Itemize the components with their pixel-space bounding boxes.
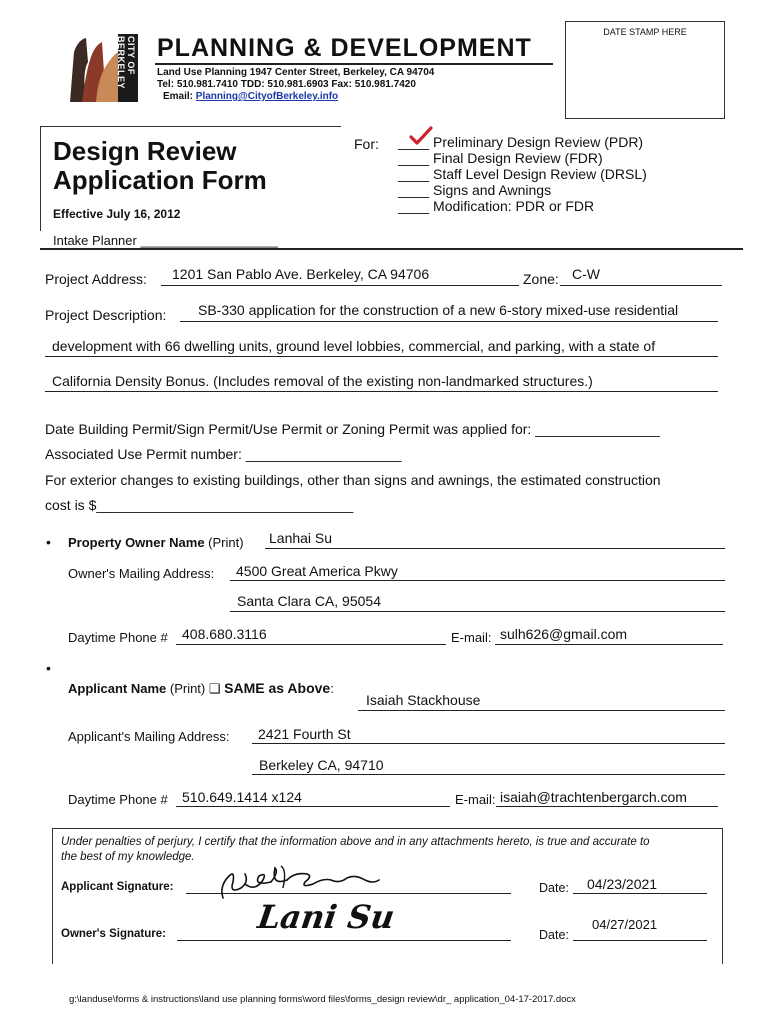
owner-phone-value[interactable]: 408.680.3116: [182, 626, 267, 642]
applicant-mailing-value-1[interactable]: 2421 Fourth St: [258, 726, 351, 742]
owner-bullet: •: [46, 534, 51, 550]
date-stamp-label: DATE STAMP HERE: [603, 27, 687, 37]
project-description-value-2[interactable]: development with 66 dwelling units, ground level lobbies, commercial, and parking, with a state of: [52, 338, 656, 354]
applicant-phone-label: Daytime Phone #: [68, 792, 168, 807]
owner-date-label: Date:: [539, 928, 569, 942]
owner-date-line: [573, 940, 707, 941]
applicant-mailing-line-1: [252, 743, 725, 744]
owner-email-value[interactable]: sulh626@gmail.com: [500, 626, 628, 642]
logo-text: CITY OF BERKELEY: [116, 36, 136, 90]
construction-cost-field[interactable]: cost is $_________________________________: [45, 497, 354, 513]
form-title-line1: Design Review: [53, 136, 237, 166]
project-description-label: Project Description:: [45, 307, 167, 323]
permit-date-field[interactable]: Date Building Permit/Sign Permit/Use Permit or Zoning Permit was applied for: ________________: [45, 421, 660, 437]
same-as-above-label: SAME as Above: [224, 680, 331, 696]
review-blank: ____: [398, 198, 430, 214]
review-type-signs[interactable]: [398, 182, 647, 198]
section-divider: [40, 248, 743, 250]
applicant-name-label-rest: (Print): [166, 681, 206, 696]
use-permit-field[interactable]: Associated Use Permit number: ____________________: [45, 446, 402, 462]
zone-value[interactable]: C-W: [572, 266, 600, 282]
owner-email-label: E-mail:: [451, 630, 492, 645]
applicant-bullet: •: [46, 660, 51, 676]
owner-signature-line: [177, 940, 511, 941]
owner-phone-label: Daytime Phone #: [68, 630, 168, 645]
review-type-fdr[interactable]: [398, 150, 647, 166]
same-as-above-checkbox[interactable]: ❑: [208, 681, 221, 696]
review-label: Signs and Awnings: [433, 182, 552, 198]
owner-name-line: [265, 548, 725, 549]
project-description-value-3[interactable]: California Density Bonus. (Includes removal of the existing non-landmarked structures.): [52, 373, 593, 389]
owner-name-label: [68, 535, 244, 550]
zone-line: [560, 285, 722, 286]
project-address-line: [161, 285, 519, 286]
owner-signature-label: Owner's Signature:: [61, 928, 166, 940]
header-address: Land Use Planning 1947 Center Street, Berkeley, CA 94704: [157, 67, 435, 78]
review-blank: ____: [398, 134, 430, 150]
review-blank: ____: [398, 166, 430, 182]
owner-mailing-line-1: [230, 580, 725, 581]
project-description-value-1[interactable]: SB-330 application for the construction of a new 6-story mixed-use residential: [198, 302, 679, 318]
owner-mailing-value-1[interactable]: 4500 Great America Pkwy: [236, 563, 398, 579]
checkmark-icon: [409, 126, 433, 151]
owner-email-line: [495, 644, 723, 645]
owner-mailing-value-2[interactable]: Santa Clara CA, 95054: [237, 593, 381, 609]
owner-signature[interactable]: Lani Su: [255, 898, 397, 936]
applicant-signature-label: Applicant Signature:: [61, 881, 174, 893]
description-line-1: [180, 321, 718, 322]
applicant-mailing-line-2: [252, 774, 725, 775]
header-title: PLANNING & DEVELOPMENT: [157, 34, 532, 62]
for-label: For:: [354, 136, 379, 152]
owner-phone-line: [176, 644, 446, 645]
review-blank: ____: [398, 182, 430, 198]
effective-date: Effective July 16, 2012: [53, 207, 181, 221]
applicant-email-value[interactable]: isaiah@trachtenbergarch.com: [500, 789, 687, 805]
applicant-phone-value[interactable]: 510.649.1414 x124: [182, 789, 302, 805]
certification-box: [52, 828, 723, 964]
description-line-2: [45, 356, 718, 357]
review-type-modification[interactable]: [398, 198, 647, 214]
project-address-label: Project Address:: [45, 271, 147, 287]
intake-planner: Intake Planner ___________________: [53, 233, 278, 248]
applicant-name-label: [68, 680, 334, 697]
review-label: Final Design Review (FDR): [433, 150, 603, 166]
review-label: Modification: PDR or FDR: [433, 198, 595, 214]
owner-name-label-bold: Property Owner Name: [68, 535, 205, 550]
applicant-mailing-value-2[interactable]: Berkeley CA, 94710: [259, 757, 384, 773]
applicant-date-value[interactable]: 04/23/2021: [587, 876, 658, 892]
review-label: Staff Level Design Review (DRSL): [433, 166, 647, 182]
exterior-changes-text: For exterior changes to existing buildings, other than signs and awnings, the estimated construction: [45, 472, 661, 488]
applicant-date-label: Date:: [539, 881, 569, 895]
zone-label: Zone:: [523, 271, 559, 287]
applicant-email-line: [496, 806, 718, 807]
owner-mailing-line-2: [230, 611, 725, 612]
header-email-link[interactable]: Planning@CityofBerkeley.info: [195, 91, 339, 102]
applicant-name-value[interactable]: Isaiah Stackhouse: [366, 692, 481, 708]
applicant-email-label: E-mail:: [455, 792, 496, 807]
review-type-list: [398, 134, 647, 214]
header-phones: Tel: 510.981.7410 TDD: 510.981.6903 Fax: 510.981.7420: [157, 79, 416, 90]
owner-name-value[interactable]: Lanhai Su: [269, 530, 333, 546]
review-blank: ____: [398, 150, 430, 166]
header-rule: [155, 63, 553, 65]
form-title-line2: Application Form: [53, 165, 267, 195]
certification-text-1: Under penalties of perjury, I certify that the information above and in any attachments hereto, is true and accurate to: [61, 836, 650, 848]
date-stamp-box: [565, 21, 725, 119]
applicant-date-line: [573, 893, 707, 894]
owner-mailing-label: Owner's Mailing Address:: [68, 566, 215, 581]
review-type-drsl[interactable]: [398, 166, 647, 182]
footer-file-path: g:\landuse\forms & instructions\land use planning forms\word files\forms_design review\dr_ application_04-17-2017.docx: [69, 994, 576, 1005]
project-address-value[interactable]: 1201 San Pablo Ave. Berkeley, CA 94706: [172, 266, 430, 282]
applicant-mailing-label: Applicant's Mailing Address:: [68, 729, 230, 744]
city-logo: [68, 32, 140, 104]
applicant-name-colon: :: [330, 681, 334, 696]
header-email-label: Email:: [163, 91, 194, 102]
owner-date-value[interactable]: 04/27/2021: [592, 917, 658, 932]
applicant-name-line: [358, 710, 725, 711]
review-label: Preliminary Design Review (PDR): [433, 134, 644, 150]
header-email: [163, 91, 338, 102]
review-type-pdr[interactable]: [398, 134, 647, 150]
description-line-3: [45, 391, 718, 392]
owner-name-label-rest: (Print): [204, 535, 244, 550]
applicant-name-label-bold: Applicant Name: [68, 681, 167, 696]
certification-text-2: the best of my knowledge.: [61, 851, 195, 863]
applicant-phone-line: [176, 806, 450, 807]
